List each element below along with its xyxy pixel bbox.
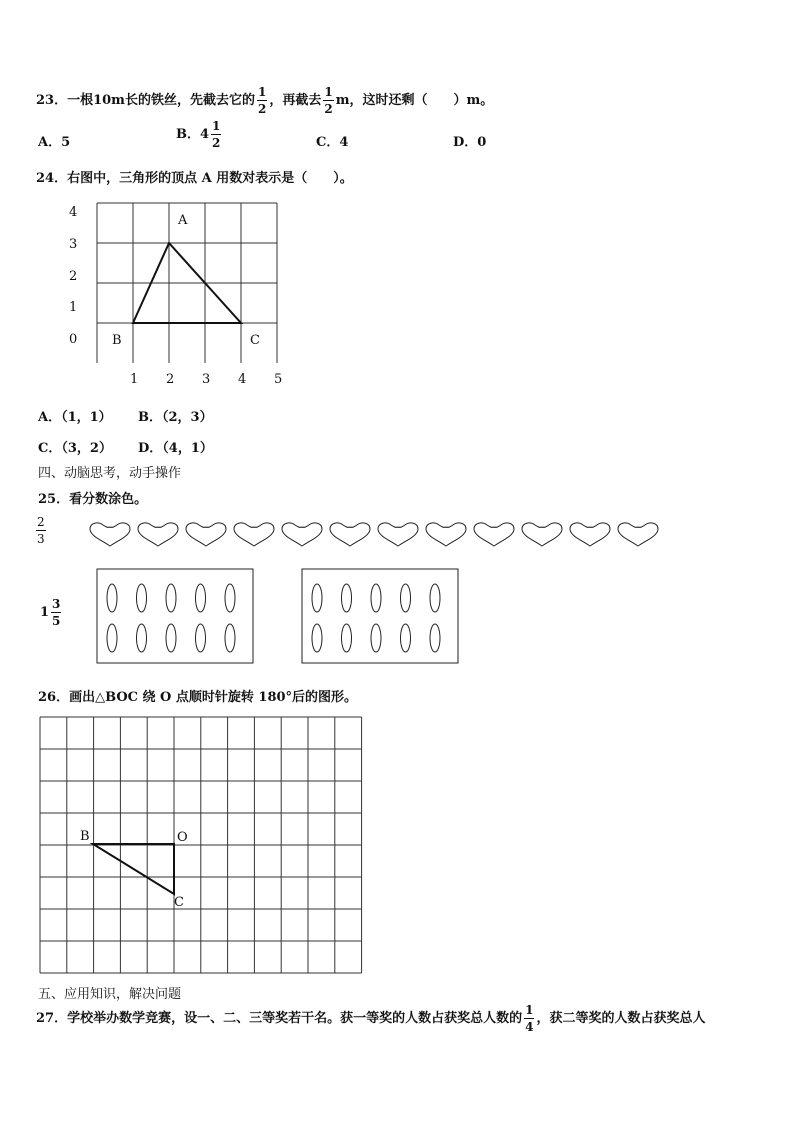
oval-shape[interactable] [430,624,440,652]
q24-coordinate-grid [60,198,360,398]
fraction-numerator: 1 [324,85,333,99]
heart-shape[interactable] [426,523,466,546]
q23-option-a[interactable]: A．5 [38,135,71,150]
heart-shape[interactable] [522,523,562,546]
y-label-2: 2 [69,269,78,284]
heart-shape[interactable] [234,523,274,546]
y-label-0: 0 [69,332,78,347]
q24-option-a[interactable]: A．（1，1） [38,410,112,425]
q24-option-c[interactable]: C．（3，2） [38,441,112,456]
fraction-denominator: 3 [37,532,45,546]
q27-stem [36,1004,705,1033]
oval-shape[interactable] [371,584,381,612]
q24-stem: 24．右图中，三角形的顶点 A 用数对表示是（ ）。 [36,171,353,186]
heart-shape[interactable] [186,523,226,546]
x-label-1: 1 [130,372,139,387]
oval-shape[interactable] [430,584,440,612]
oval-shape[interactable] [312,584,322,612]
x-label-2: 2 [166,372,175,387]
grid-lines [40,717,362,973]
oval-shape[interactable] [196,584,206,612]
q27-text-b: ，获二等奖的人数占获奖总人 [536,1011,706,1026]
oval-shape[interactable] [342,624,352,652]
fraction-numerator: 1 [212,119,221,133]
heart-shape[interactable] [330,523,370,546]
section-5-heading: 五、应用知识，解决问题 [38,987,182,1002]
heart-shape[interactable] [90,523,130,546]
oval-shape[interactable] [401,584,411,612]
q23-stem [36,86,493,115]
q25-heart-row [88,522,678,552]
point-c-label: C [250,333,260,348]
y-label-4: 4 [69,205,78,220]
fraction-numerator: 1 [257,85,267,99]
heart-shape[interactable] [282,523,322,546]
q23-text-b: ，再截去 [269,93,322,108]
box-frame [302,569,458,663]
fraction-denominator: 2 [257,102,267,116]
oval-shape[interactable] [137,584,147,612]
oval-shape[interactable] [196,624,206,652]
q23-option-b[interactable] [176,120,223,149]
x-label-4: 4 [238,372,247,387]
q23-number: 23． [36,93,68,108]
q25-stem: 25．看分数涂色。 [38,492,148,507]
oval-shape[interactable] [371,624,381,652]
oval-shape[interactable] [137,624,147,652]
q23-option-b-prefix: B．4 [176,127,210,142]
x-label-5: 5 [274,372,283,387]
oval-shape[interactable] [225,624,235,652]
oval-shape[interactable] [166,624,176,652]
q27-fraction [524,1004,534,1033]
y-label-3: 3 [69,237,78,252]
fraction [36,516,46,545]
fraction-denominator: 2 [212,136,221,150]
fraction-numerator: 3 [52,597,61,611]
heart-shape[interactable] [378,523,418,546]
q24-option-d[interactable]: D．（4，1） [138,441,213,456]
point-c-label: C [174,895,184,910]
section-4-heading: 四、动脑思考，动手操作 [38,466,182,481]
point-b-label: B [80,829,90,844]
box-frame [97,569,253,663]
mixed-fraction [51,598,61,627]
point-o-label: O [177,830,188,845]
x-label-3: 3 [202,372,211,387]
triangle-boc [93,844,174,894]
point-b-label: B [112,333,122,348]
heart-shape[interactable] [570,523,610,546]
q23-option-c[interactable]: C．4 [316,135,349,150]
q27-text-a: 27．学校举办数学竞赛，设一、二、三等奖若干名。获一等奖的人数占获奖总人数的 [36,1011,523,1026]
heart-shape[interactable] [618,523,658,546]
oval-shape[interactable] [401,624,411,652]
q25-fraction-two-thirds [34,516,48,545]
mixed-whole: 1 [40,605,50,620]
q23-fraction-2 [323,86,333,115]
q26-stem: 26．画出△BOC 绕 O 点顺时针旋转 180°后的图形。 [38,690,358,705]
fraction-denominator: 5 [52,614,61,628]
q25-oval-box-1 [96,568,256,666]
q23-option-b-fraction [211,120,221,149]
heart-shape[interactable] [138,523,178,546]
y-label-1: 1 [69,300,78,315]
oval-shape[interactable] [342,584,352,612]
fraction-denominator: 2 [324,102,333,116]
q25-oval-box-2 [301,568,461,666]
q23-text-a: 一根10m长的铁丝，先截去它的 [67,93,255,108]
q24-option-b[interactable]: B．（2，3） [138,410,213,425]
q23-text-c: m，这时还剩（ ）m。 [335,93,494,108]
q23-option-d[interactable]: D．0 [453,135,487,150]
oval-shape[interactable] [166,584,176,612]
oval-shape[interactable] [312,624,322,652]
heart-shape[interactable] [474,523,514,546]
point-a-label: A [178,213,188,228]
q26-rotation-grid [39,716,364,976]
fraction-denominator: 4 [525,1020,534,1034]
q25-mixed-number [40,598,63,627]
q23-fraction-1 [257,86,267,115]
oval-shape[interactable] [107,584,117,612]
fraction-numerator: 2 [37,515,45,529]
oval-shape[interactable] [107,624,117,652]
oval-shape[interactable] [225,584,235,612]
fraction-numerator: 1 [525,1003,534,1017]
